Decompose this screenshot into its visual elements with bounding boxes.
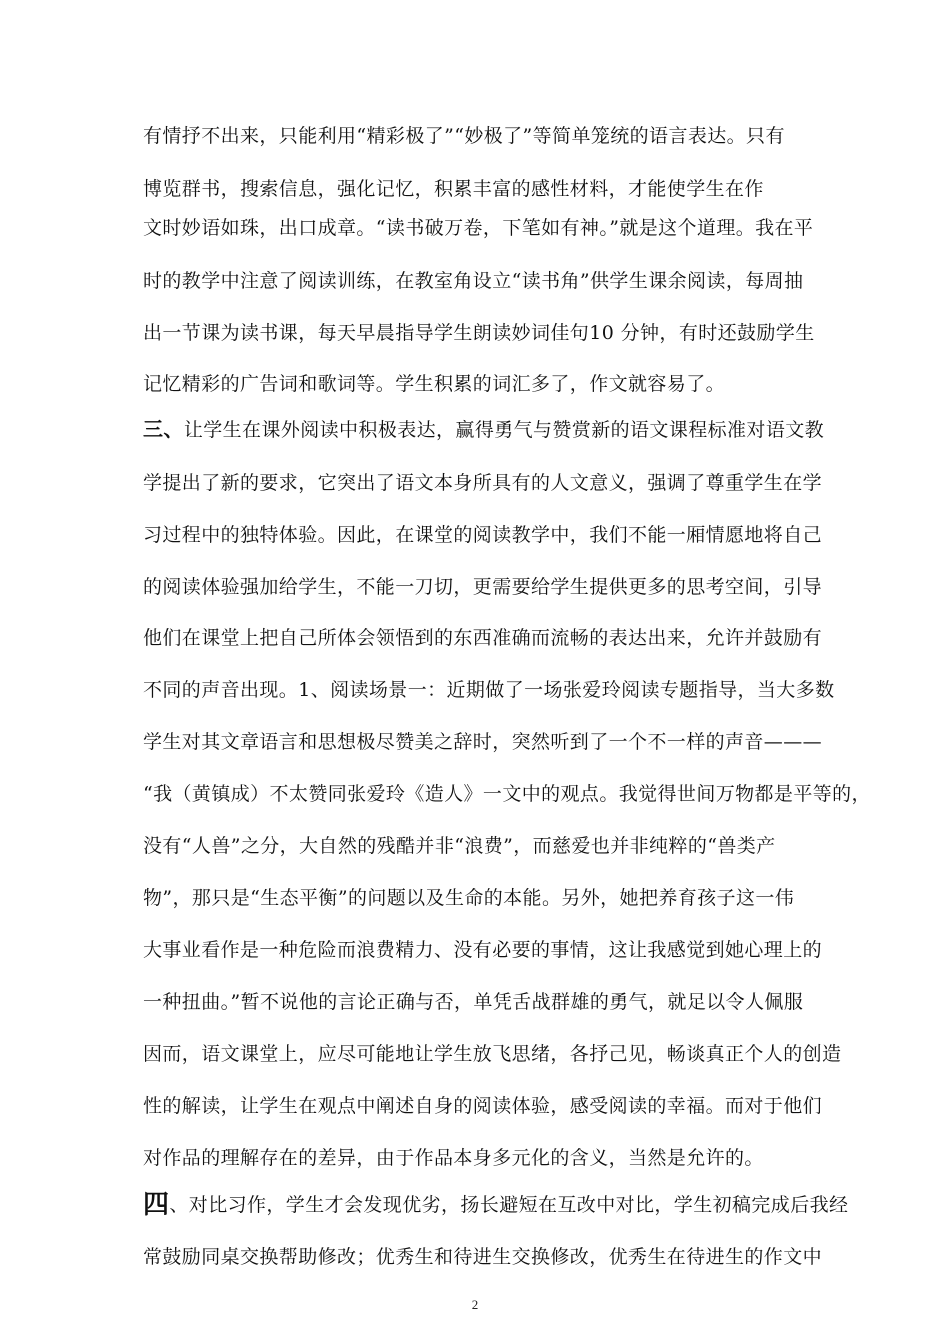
paragraph-line: 性的解读，让学生在观点中阐述自身的阅读体验，感受阅读的幸福。而对于他们 xyxy=(143,1095,823,1117)
page-number: 2 xyxy=(471,1297,479,1312)
section-number: 三、 xyxy=(143,417,184,441)
paragraph-line: 时的教学中注意了阅读训练，在教室角设立“读书角”供学生课余阅读，每周抽 xyxy=(143,270,804,292)
paragraph-line: 的阅读体验强加给学生，不能一刀切，更需要给学生提供更多的思考空间，引导 xyxy=(143,576,823,598)
paragraph-line: 学提出了新的要求，它突出了语文本身所具有的人文意义，强调了尊重学生在学 xyxy=(143,472,823,494)
paragraph-line: 有情抒不出来，只能利用“精彩极了”“妙极了”等简单笼统的语言表达。只有 xyxy=(143,125,785,147)
section-number: 四 xyxy=(143,1190,170,1220)
paragraph-line: 文时妙语如珠，出口成章。“读书破万卷，下笔如有神。”就是这个道理。我在平 xyxy=(143,217,814,239)
section-heading-four xyxy=(143,1190,849,1220)
paragraph-line: 物”，那只是“生态平衡”的问题以及生命的本能。另外，她把养育孩子这一伟 xyxy=(143,887,795,909)
paragraph-line: 大事业看作是一种危险而浪费精力、没有必要的事情，这让我感觉到她心理上的 xyxy=(143,939,823,961)
section-heading-text: 让学生在课外阅读中积极表达，赢得勇气与赞赏新的语文课程标准对语文教 xyxy=(183,419,825,441)
paragraph-line: 记忆精彩的广告词和歌词等。学生积累的词汇多了，作文就容易了。 xyxy=(143,373,726,395)
paragraph-line: 一种扭曲。”暂不说他的言论正确与否，单凭舌战群雄的勇气，就足以令人佩服 xyxy=(143,991,804,1013)
paragraph-line: “我（黄镇成）不太赞同张爱玲《造人》一文中的观点。我觉得世间万物都是平等的， xyxy=(143,783,871,805)
section-heading-three xyxy=(143,417,825,442)
paragraph-line: 出一节课为读书课，每天早晨指导学生朗读妙词佳句10 分钟，有时还鼓励学生 xyxy=(143,322,815,344)
paragraph-line: 学生对其文章语言和思想极尽赞美之辞时，突然听到了一个不一样的声音——— xyxy=(143,731,823,753)
paragraph-line: 博览群书，搜索信息，强化记忆，积累丰富的感性材料，才能使学生在作 xyxy=(143,178,764,200)
paragraph-line: 习过程中的独特体验。因此，在课堂的阅读教学中，我们不能一厢情愿地将自己 xyxy=(143,524,823,546)
paragraph-line: 常鼓励同桌交换帮助修改；优秀生和待进生交换修改，优秀生在待进生的作文中 xyxy=(143,1246,823,1268)
paragraph-line: 他们在课堂上把自己所体会领悟到的东西准确而流畅的表达出来，允许并鼓励有 xyxy=(143,627,823,649)
paragraph-line: 没有“人兽”之分，大自然的残酷并非“浪费”，而慈爱也并非纯粹的“兽类产 xyxy=(143,835,776,857)
paragraph-line: 对作品的理解存在的差异，由于作品本身多元化的含义，当然是允许的。 xyxy=(143,1147,764,1169)
section-heading-text: 、对比习作，学生才会发现优劣，扬长避短在互改中对比，学生初稿完成后我经 xyxy=(169,1194,849,1216)
paragraph-line: 因而，语文课堂上，应尽可能地让学生放飞思绪，各抒己见，畅谈真正个人的创造 xyxy=(143,1043,842,1065)
paragraph-line: 不同的声音出现。1、阅读场景一：近期做了一场张爱玲阅读专题指导，当大多数 xyxy=(143,679,835,701)
